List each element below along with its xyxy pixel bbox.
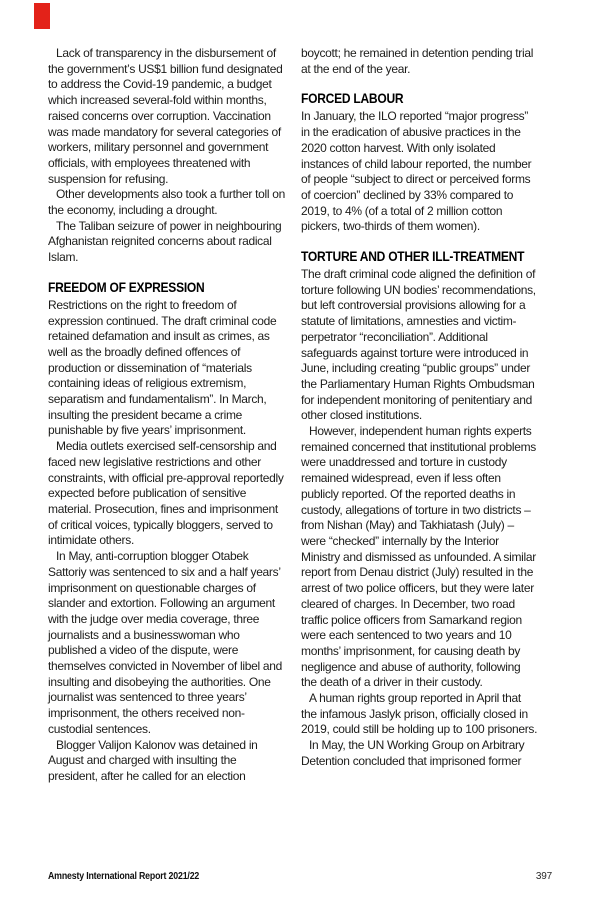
- paragraph: A human rights group reported in April that the infamous Jaslyk prison, officially closed in 2019, could still be holding up to 100 prisoners.: [301, 691, 538, 737]
- paragraph: In May, anti-corruption blogger Otabek Sattoriy was sentenced to six and a half years’ imprisonment on questionable charges of slander and extortion. Following an argument with the judge over media coverage, three journalists and a businesswoman who published a video of the dispute, were themselves convicted in November of libel and insulting and disobeying the authorities. One journalist was sentenced to three years’ imprisonment, the others received non-custodial sentences.: [48, 549, 282, 736]
- paragraph: The draft criminal code aligned the definition of torture following UN bodies’ recommendations, but left controversial provisions allowing for a statute of limitations, amnesties and victim-perpetrator “reconciliation”. Additional safeguards against torture were introduced in June, including creating “public groups” under the Parliamentary Human Rights Ombudsman for independent monitoring of penitentiary and other closed institutions.: [301, 267, 536, 423]
- paragraph: In January, the ILO reported “major progress” in the eradication of abusive practices in the 2020 cotton harvest. With only isolated instances of child labour reported, the number of people “subject to direct or perceived forms of coercion” declined by 33% compared to 2019, to 4% (of a total of 2 million cotton pickers, two-thirds of them women).: [301, 109, 532, 234]
- paragraph: boycott; he remained in detention pending trial at the end of the year.: [301, 46, 534, 76]
- footer-report-title: Amnesty International Report 2021/22: [48, 871, 200, 882]
- paragraph: Blogger Valijon Kalonov was detained in August and charged with insulting the president, after he called for an election: [48, 737, 258, 783]
- red-bookmark-marker: [34, 3, 50, 29]
- paragraph: Media outlets exercised self-censorship and faced new legislative restrictions and other constraints, with official pre-approval reportedly expected before publication of sensitive material. Prosecution, fines and imprisonment of critical voices, typically bloggers, served to intimidate others.: [48, 439, 284, 548]
- paragraph: Lack of transparency in the disbursement of the government’s US$1 billion fund designated to address the Covid-19 pandemic, a budget which increased several-fold within months, raised concerns over corruption. Vaccination was made mandatory for several categories of workers, military personnel and government officials, with employees threatened with suspension for refusing.: [48, 46, 283, 186]
- footer-page-number: 397: [535, 871, 552, 882]
- section-heading: FREEDOM OF EXPRESSION: [48, 278, 205, 295]
- paragraph: Restrictions on the right to freedom of expression continued. The draft criminal code retained defamation and insult as crimes, as well as the broadly defined offences of production or dissemination of “materials containing ideas of religious extremism, separatism and fundamentalism”. In March, insulting the president became a crime punishable by five years’ imprisonment.: [48, 297, 277, 438]
- paragraph: The Taliban seizure of power in neighbouring Afghanistan reignited concerns about radical Islam.: [48, 218, 282, 265]
- section-heading: FORCED LABOUR: [301, 90, 404, 107]
- paragraph: However, independent human rights experts remained concerned that institutional problems were unaddressed and torture in custody remained widespread, even if less often publicly reported. Of the reported deaths in custody, allegations of torture in two districts – from Nishan (May) and Takhiatash (July) – were “checked” internally by the Interior Ministry and dismissed as unfounded. A similar report from Denau district (July) resulted in the arrest of two police officers, but they were later cleared of charges. In December, two road traffic police officers from Samarkand region were each sentenced to two years and 10 months’ imprisonment, for causing death by negligence and abuse of authority, following the death of a driver in their custody.: [301, 424, 537, 690]
- paragraph: Other developments also took a further toll on the economy, including a drought.: [48, 187, 286, 218]
- left-column: [48, 46, 286, 785]
- paragraph: In May, the UN Working Group on Arbitrary Detention concluded that imprisoned former: [301, 738, 525, 768]
- right-column: [301, 46, 539, 785]
- page-footer: [48, 871, 552, 882]
- section-heading: TORTURE AND OTHER ILL-TREATMENT: [301, 248, 525, 265]
